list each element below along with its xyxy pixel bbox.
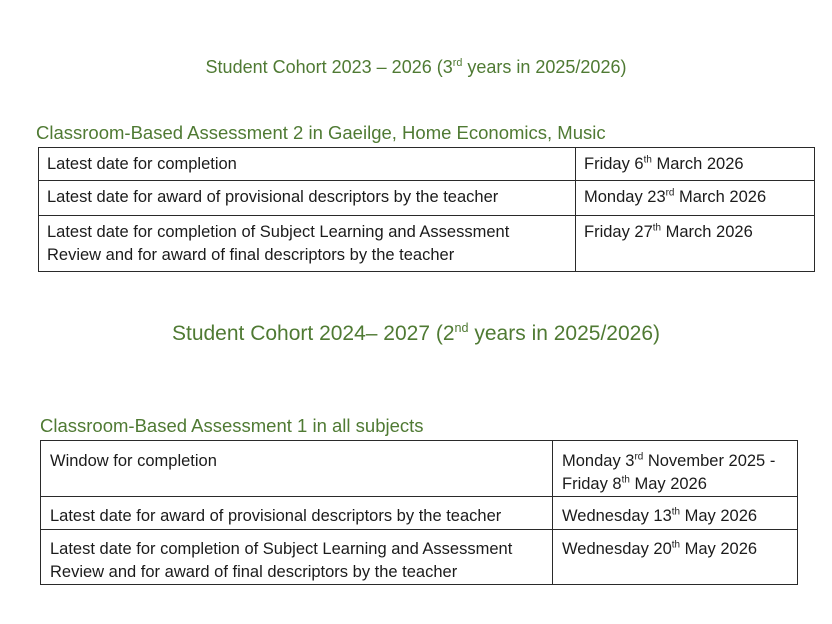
date-part: Friday 6 <box>584 155 644 173</box>
row-date <box>576 216 815 272</box>
row-date <box>576 148 815 181</box>
row-label: Window for completion <box>41 441 553 497</box>
date-part: May 2026 <box>680 540 758 558</box>
date-ordinal: th <box>643 154 652 166</box>
cohort-2023-title-prefix: Student Cohort 2023 – 2026 (3 <box>205 57 453 77</box>
date-ordinal: th <box>652 222 662 234</box>
row-date <box>553 497 798 530</box>
cba1-heading: Classroom-Based Assessment 1 in all subjects <box>40 415 424 436</box>
date-ordinal: th <box>671 539 681 551</box>
date-ordinal: th <box>671 506 681 518</box>
cohort-2024-schedule-table <box>40 440 798 585</box>
date-part: November 2025 - <box>643 452 776 470</box>
row-label-line: Review and for award of final descriptors by the teacher <box>50 563 458 581</box>
date-ordinal: rd <box>634 451 644 463</box>
table-row <box>39 148 815 181</box>
cohort-2024-title-sup: nd <box>454 321 469 335</box>
row-label-line: Review and for award of final descriptors by the teacher <box>47 246 455 264</box>
date-part: March 2026 <box>674 188 767 206</box>
cohort-2023-title-suffix: years in 2025/2026) <box>462 57 627 77</box>
row-label <box>41 530 553 585</box>
cohort-2024-title-suffix: years in 2025/2026) <box>468 322 661 345</box>
date-part: Friday 8 <box>562 475 622 493</box>
row-label: Latest date for completion <box>39 148 576 181</box>
row-label <box>39 216 576 272</box>
table-row <box>39 181 815 216</box>
date-part: Friday 27 <box>584 223 653 241</box>
row-label-line: Latest date for completion of Subject Learning and Assessment <box>50 540 513 558</box>
table-row <box>41 530 798 585</box>
date-part: Monday 23 <box>584 188 666 206</box>
cohort-2024-title-prefix: Student Cohort 2024– 2027 (2 <box>171 322 455 345</box>
row-date <box>553 441 798 497</box>
row-label-line: Latest date for completion of Subject Learning and Assessment <box>47 223 510 241</box>
row-label: Latest date for award of provisional descriptors by the teacher <box>41 497 553 530</box>
date-part: March 2026 <box>661 223 753 241</box>
row-label: Latest date for award of provisional descriptors by the teacher <box>39 181 576 216</box>
date-part: Wednesday 13 <box>562 507 672 525</box>
date-part: May 2026 <box>680 507 758 525</box>
date-part: May 2026 <box>629 475 707 493</box>
date-part: Monday 3 <box>562 452 635 470</box>
date-part: March 2026 <box>651 155 744 173</box>
cohort-2023-title-sup: rd <box>452 57 463 69</box>
row-date <box>553 530 798 585</box>
table-row <box>41 441 798 497</box>
cba2-heading: Classroom-Based Assessment 2 in Gaeilge, Home Economics, Music <box>36 122 606 143</box>
cohort-2023-schedule-table <box>38 147 815 272</box>
cohort-2024-title <box>0 322 832 346</box>
date-part: Wednesday 20 <box>562 540 672 558</box>
table-row <box>39 216 815 272</box>
cohort-2023-title <box>0 57 832 78</box>
row-date <box>576 181 815 216</box>
table-row <box>41 497 798 530</box>
date-ordinal: th <box>621 474 630 486</box>
date-ordinal: rd <box>665 187 675 199</box>
